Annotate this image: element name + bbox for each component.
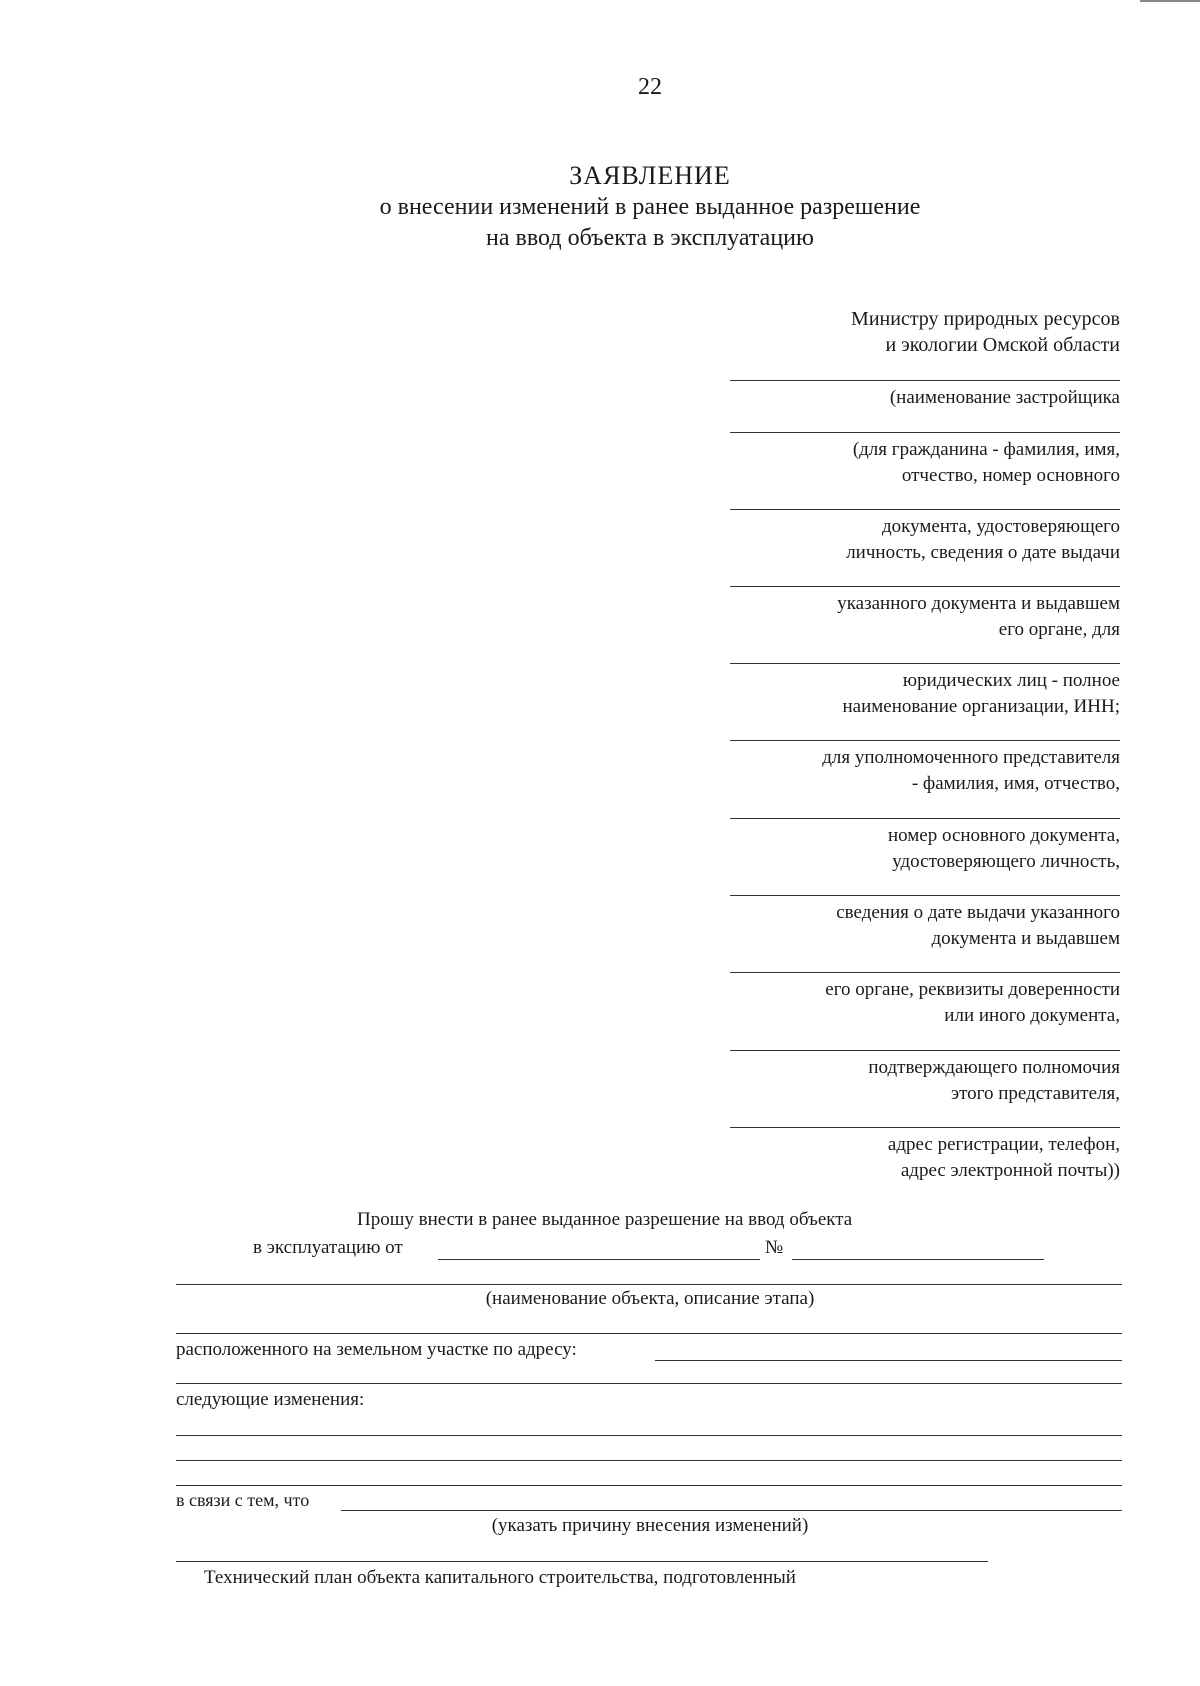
page-number: 22 [638, 74, 662, 100]
applicant-field-1 [730, 380, 1120, 411]
addressee-line-1: Министру природных ресурсов [851, 308, 1120, 330]
object-name-line[interactable] [176, 1284, 1122, 1285]
field-caption: его органе, реквизиты доверенности или иного документа, [825, 979, 1120, 1026]
page-edge-mark [1140, 0, 1200, 2]
address-line-2[interactable] [176, 1383, 1122, 1384]
document-subtitle-line-2: на ввод объекта в эксплуатацию [486, 225, 814, 251]
document-subtitle-line-1: о внесении изменений в ранее выданное разрешение [379, 194, 921, 220]
applicant-field-5 [730, 663, 1120, 720]
applicant-field-2 [730, 432, 1120, 489]
applicant-field-11 [730, 1127, 1120, 1184]
title-block [0, 160, 1200, 254]
tech-plan-text: Технический план объекта капитального строительства, подготовленный [204, 1567, 796, 1588]
field-caption: для уполномоченного представителя - фамилия, имя, отчество, [822, 747, 1120, 794]
object-name-line-2[interactable] [176, 1333, 1122, 1334]
number-sign: № [765, 1237, 784, 1258]
request-date-label: в эксплуатацию от [253, 1237, 403, 1258]
reason-line-2[interactable] [176, 1561, 988, 1562]
field-caption: (для гражданина - фамилия, имя, отчество, номер основного [852, 439, 1120, 486]
field-caption: (наименование застройщика [889, 387, 1120, 408]
reason-line[interactable] [341, 1510, 1122, 1511]
changes-line-3[interactable] [176, 1485, 1122, 1486]
addressee-line-2: и экологии Омской области [885, 334, 1120, 356]
document-title: ЗАЯВЛЕНИЕ [569, 161, 731, 190]
field-caption: юридических лиц - полное наименование организации, ИНН; [842, 670, 1120, 717]
applicant-field-8 [730, 895, 1120, 952]
reason-label: в связи с тем, что [176, 1490, 310, 1510]
applicant-field-3 [730, 509, 1120, 566]
field-caption: адрес регистрации, телефон, адрес электронной почты)) [887, 1134, 1120, 1181]
applicant-field-4 [730, 586, 1120, 643]
field-caption: номер основного документа, удостоверяющего личность, [887, 825, 1120, 872]
applicant-field-9 [730, 972, 1120, 1029]
permit-number-line[interactable] [792, 1259, 1044, 1260]
changes-line-1[interactable] [176, 1435, 1122, 1436]
addressee-block [700, 306, 1120, 358]
object-name-caption: (наименование объекта, описание этапа) [485, 1288, 815, 1309]
changes-line-2[interactable] [176, 1460, 1122, 1461]
address-line[interactable] [655, 1360, 1122, 1361]
applicant-field-7 [730, 818, 1120, 875]
reason-caption: (указать причину внесения изменений) [491, 1515, 809, 1536]
field-caption: сведения о дате выдачи указанного документа и выдавшем [836, 902, 1120, 949]
changes-label: следующие изменения: [176, 1389, 365, 1410]
applicant-field-10 [730, 1050, 1120, 1107]
field-caption: указанного документа и выдавшем его органе, для [837, 593, 1120, 640]
location-label: расположенного на земельном участке по адресу: [176, 1339, 577, 1360]
applicant-field-6 [730, 740, 1120, 797]
request-line-1: Прошу внести в ранее выданное разрешение на ввод объекта [357, 1209, 853, 1230]
field-caption: документа, удостоверяющего личность, сведения о дате выдачи [846, 516, 1120, 563]
field-caption: подтверждающего полномочия этого представителя, [868, 1057, 1120, 1104]
permit-date-line[interactable] [438, 1259, 760, 1260]
